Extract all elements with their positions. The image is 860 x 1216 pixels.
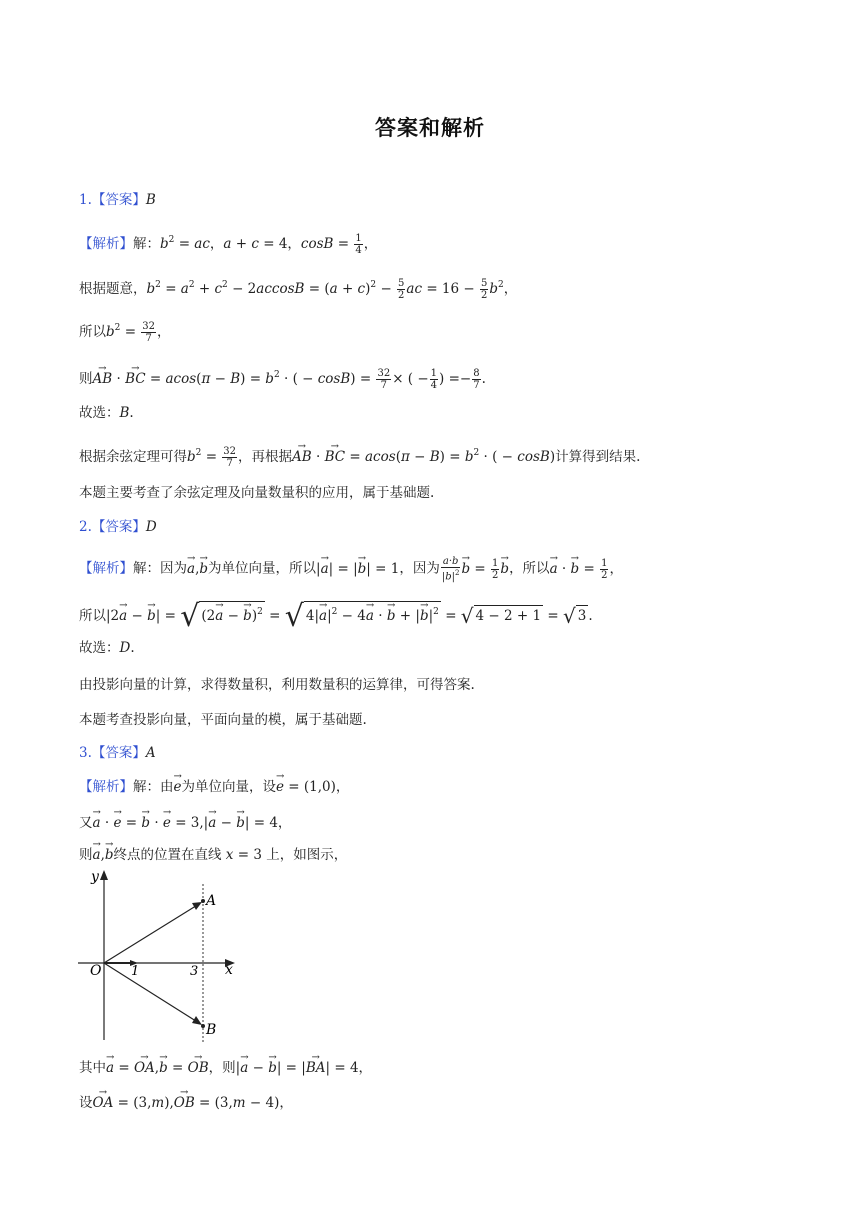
q2-l1-a: 解：因为	[133, 560, 187, 577]
vector-ob	[104, 963, 199, 1023]
q1-l4-prefix: 则	[79, 371, 93, 387]
origin-label: O	[90, 963, 102, 979]
q1-l6-mid: ，再根据	[238, 449, 293, 465]
q3-answer: A	[145, 745, 156, 761]
q1-analysis-line-3	[79, 318, 171, 344]
q3-l1-b: 为单位向量，设	[181, 779, 276, 795]
q3-formula-4b: |→ a − → b| = |→ BA| = 4，	[236, 1060, 372, 1076]
q1-formula-6a: $b^2$ = $\frac{32}{7}$	[187, 446, 237, 469]
q3-l3-b: 终点的位置在直线	[113, 847, 222, 863]
q3-analysis-line-5	[79, 1093, 293, 1113]
q1-answer-line	[79, 190, 156, 210]
q1-l6-suffix: 计算得到结果.	[555, 449, 641, 465]
q3-formula-4a: → a = → OA,→ b = → OB	[106, 1060, 209, 1076]
q1-analysis-line-1	[79, 230, 377, 256]
q2-analysis-line-2	[79, 599, 593, 634]
q1-l5-answer: B	[119, 405, 130, 421]
q1-l2-prefix: 根据题意，	[79, 281, 147, 297]
point-b	[201, 1024, 205, 1028]
q2-formula-2: |2→ a − → b| = √ (2→ a − → b)$^2$ = √ $4|\to a|^2 - 4\to a$ · → b + |→ $b|^2$ = √ 4 − 2 + 1 = √ 3 .	[106, 608, 593, 624]
q2-analysis-line-5: 本题考查投影向量，平面向量的模，属于基础题.	[79, 712, 367, 728]
point-a-label: A	[206, 893, 217, 909]
q2-analysis-label: 【解析】	[79, 560, 133, 577]
y-axis-label: y	[91, 869, 99, 885]
vector-ob-arrow	[192, 1016, 202, 1025]
tick-1-label: 1	[131, 964, 140, 979]
q2-l3-answer: D	[119, 640, 131, 656]
q3-analysis-line-3	[79, 845, 347, 865]
point-a	[201, 899, 205, 903]
q3-answer-line	[79, 743, 156, 763]
tick-3-label: 3	[190, 964, 199, 979]
q3-analysis-label: 【解析】	[79, 779, 133, 795]
q1-l5: 故选：	[79, 405, 120, 421]
q2-analysis-line-4: 由投影向量的计算，求得数量积，利用数量积的运算律，可得答案.	[79, 677, 475, 693]
q3-analysis-line-4	[79, 1058, 372, 1078]
q1-l1-prefix: 解：	[133, 236, 160, 252]
q1-formula-3: $b^2$ = $\frac{32}{7}$ ，	[106, 321, 171, 344]
q3-l1-a: 解：由	[133, 779, 174, 795]
vector-oa-arrow	[192, 902, 202, 910]
q2-l2-prefix: 所以	[79, 608, 106, 624]
q1-formula-2: $b^2 = a^2 + c^2 - 2accosB = (a + c)^2$ − $\frac{5}{2}$ ac = 16 − $\frac{5}{2}$ $b^2$，	[146, 278, 518, 301]
q3-formula-5: → OA = (3,m),→ OB = (3,m − 4)，	[93, 1095, 293, 1111]
q3-analysis-line-2	[79, 813, 291, 833]
q1-analysis-line-6	[79, 443, 640, 469]
q3-formula-3a: → a,→ b	[93, 847, 114, 863]
q3-l3-a: 则	[79, 847, 93, 863]
q3-l4-b: ，则	[208, 1060, 236, 1076]
vector-figure	[75, 868, 245, 1048]
q1-answer: B	[145, 192, 156, 208]
vector-oa	[104, 904, 199, 963]
q2-answer-line	[79, 517, 157, 537]
q2-answer-label: 2.【答案】	[79, 519, 146, 535]
q3-analysis-line-1	[79, 777, 349, 797]
y-axis-arrow	[100, 870, 108, 880]
q2-l3: 故选：	[79, 640, 120, 656]
q3-answer-label: 3.【答案】	[79, 745, 146, 761]
q1-analysis-line-7: 本题主要考查了余弦定理及向量数量积的应用，属于基础题.	[79, 485, 435, 501]
q3-l5-prefix: 设	[79, 1095, 93, 1111]
q2-l1-b: 为单位向量，所以	[208, 560, 317, 577]
q1-formula-6b: → AB · → BC = $acos(\pi - B) = b^2$ · ( − cosB)	[292, 449, 555, 465]
q1-analysis-label: 【解析】	[79, 236, 133, 252]
q3-formula-3b: x = 3	[221, 847, 267, 863]
q2-l1-d: ，所以	[509, 560, 550, 577]
q3-formula-2: → a · → e = → b · → e = 3,|→ a − → b| = 4，	[93, 815, 292, 831]
q3-l4-a: 其中	[79, 1060, 106, 1076]
q3-formula-1b: → e = (1,0)，	[276, 779, 349, 795]
page-title: 答案和解析	[375, 116, 485, 140]
q3-l2-prefix: 又	[79, 815, 93, 831]
q1-l3-prefix: 所以	[79, 324, 106, 340]
q3-l3-c: 上，如图示，	[266, 847, 348, 863]
q2-analysis-line-1	[79, 556, 623, 582]
q2-formula-1b: |→ a| = |→ b| = 1	[316, 561, 399, 577]
q1-formula-4: → AB · → BC = $acos(\pi - B) = b^2$ · ( − cosB) = $\frac{32}{7}$ × ( − $\frac{1}{4}$ ) =− $\frac{8}{7}$ .	[93, 371, 486, 387]
q1-answer-label: 1.【答案】	[79, 192, 146, 208]
q3-formula-1a: → e	[174, 779, 182, 795]
x-axis-label: x	[225, 962, 233, 978]
q1-analysis-line-4	[79, 365, 486, 391]
q2-formula-1d: → a · → b = $\frac{1}{2}$ ，	[550, 561, 623, 577]
q1-formula-1: $b^2$ = ac，a + c = 4，cosB = $\frac{1}{4}$ ，	[160, 233, 378, 256]
q1-analysis-line-5: 故选：B.	[79, 405, 134, 421]
q2-analysis-line-3: 故选：D.	[79, 640, 135, 656]
q2-formula-1a: → a,→ b	[187, 561, 208, 577]
q2-formula-1c: $\frac{a\cdot b}{|b|^2}$ → b = $\frac{1}{2}$ → b	[440, 561, 509, 577]
q2-answer: D	[145, 519, 157, 535]
q1-analysis-line-2	[79, 275, 517, 301]
q1-l6-prefix: 根据余弦定理可得	[79, 449, 187, 465]
point-b-label: B	[206, 1022, 217, 1038]
q2-l1-c: ，因为	[399, 560, 440, 577]
